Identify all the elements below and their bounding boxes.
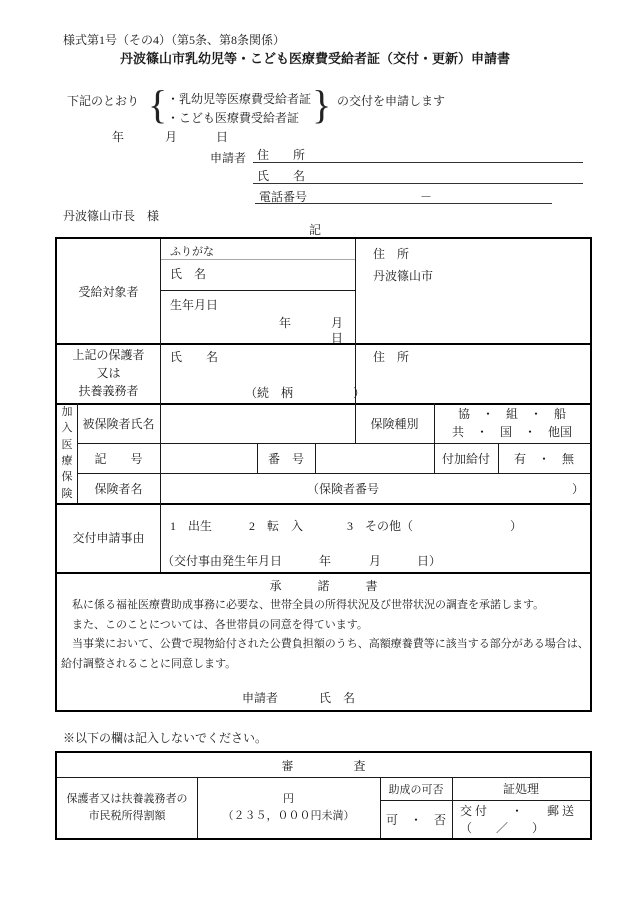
office-use-note: ※以下の欄は記入しないでください。 [63,731,268,745]
reason-date-day: 日） [417,554,442,568]
guardian-label-line3: 扶養義務者 [78,384,139,398]
applicant-name-label: 氏 名 [257,169,306,183]
cert-processing-blank: （ ／ ） [460,821,545,835]
consent-applicant-label: 申請者 [242,691,279,705]
phone-separator: － [420,190,433,204]
applicant-phone-label: 電話番号 [259,190,308,204]
open-brace: { [148,82,168,127]
birth-day-label: 日 [331,331,344,345]
name-birth-divider [160,290,355,291]
income-label-cell [57,777,197,838]
close-brace: } [312,82,332,127]
supplement-options: 有 ・ 無 [513,451,574,466]
guardian-relation-label: （続 柄 ） [245,386,366,400]
cert-processing-options-cell [460,803,590,837]
applicant-address-label: 住 所 [257,148,306,162]
income-label-line1: 保護者又は扶養義務者の [66,792,188,805]
income-label-line2: 市民税所得割額 [88,809,166,822]
reason-option-other-close: ） [510,519,523,533]
review-table [55,751,592,840]
birth-month-label: 月 [331,316,344,330]
insurance-type-options [434,403,590,443]
reason-option-birth: 1 出生 [170,519,213,533]
guardian-address-label: 住 所 [373,350,410,364]
subsidy-options: 可 ・ 否 [385,812,446,827]
applicant-name-field [253,166,583,184]
consent-line-3: 当事業において、公費で現物給付された公費負担額のうち、高額療養費等に該当する部分がある場合は、 [61,638,589,650]
review-title: 審 査 [281,758,366,773]
form-title: 丹波篠山市乳幼児等・こども医療費受給者証（交付・更新）申請書 [119,51,510,66]
consent-line-2: また、このことについては、各世帯員の同意を得ています。 [61,618,368,631]
guardian-name-label: 氏 名 [170,350,219,364]
birth-year-label: 年 [279,316,292,330]
consent-title: 承 諾 書 [269,579,378,593]
amount-note: （２３５，０００円未満） [222,809,355,822]
insurance-side-label-cell [57,403,77,503]
intro-prefix: 下記のとおり [67,94,140,108]
recipient-row-label: 受給対象者 [78,284,139,299]
insurance-type-options-line1: 協 ・ 組 ・ 船 [457,407,566,421]
applicant-label: 申請者 [210,151,247,165]
consent-name-label: 氏 名 [319,691,356,705]
subsidy-label: 助成の可否 [388,783,444,796]
recipient-name-label: 氏 名 [170,267,207,281]
label-column-divider [160,239,161,572]
insurer-name-label: 保険者名 [94,481,143,496]
reason-date-year: 年 [319,554,332,568]
guardian-label-line1: 上記の保護者 [72,348,145,362]
guardian-row-label [57,343,160,403]
date-day-label: 日 [216,130,229,144]
amount-cell [197,777,380,838]
insurance-number-label: 番 号 [267,451,304,466]
insurance-type-label: 保険種別 [370,416,419,431]
reason-date-label: （交付事由発生年月日 [162,554,283,568]
insurance-side-label: 加入医療保険 [61,406,73,500]
intro-option-infant: ・乳幼児等医療費受給者証 [167,92,312,106]
furigana-divider [160,259,355,260]
amount-unit: 円 [283,792,294,805]
record-mark: 記 [308,223,321,237]
consent-body [61,596,588,674]
insurance-symbol-label: 記 号 [94,451,143,466]
date-year-label: 年 [112,130,125,144]
insurance-type-options-line2: 共 ・ 国 ・ 他国 [451,425,572,439]
addressee-mayor: 丹波篠山市長 様 [63,209,160,223]
cert-processing-options: 交 付 ・ 郵 送 [460,804,575,818]
recipient-address-value: 丹波篠山市 [373,269,434,283]
reason-consent-divider [57,572,590,574]
main-table [55,237,592,712]
date-month-label: 月 [165,130,178,144]
birthdate-label: 生年月日 [170,298,219,312]
form-number: 様式第1号（その4）（第5条、第8条関係） [63,33,286,47]
reason-date-month: 月 [369,554,382,568]
insured-name-label: 被保険者氏名 [82,416,155,431]
reason-row-label: 交付申請事由 [72,531,145,545]
intro-suffix: の交付を申請します [337,94,446,108]
consent-line-1: 私に係る福祉医療費助成事務に必要な、世帯全員の所得状況及び世帯状況の調査を承諾します。 [61,599,545,611]
number-value-divider [315,443,316,473]
cert-processing-label: 証処理 [502,782,539,796]
furigana-label: ふりがな [170,246,214,258]
reason-option-movein: 2 転 入 [249,519,304,533]
reason-option-other: 3 その他（ [347,519,414,533]
consent-line-4: 給付調整されることに同意します。 [61,657,237,670]
applicant-address-field [253,145,583,163]
supplement-label: 付加給付 [441,451,490,466]
guardian-label-line2: 又は [96,366,121,380]
intro-option-child: ・こども医療費受給者証 [167,111,300,125]
applicant-phone-field [255,187,552,204]
recipient-address-label: 住 所 [373,247,410,261]
insurer-number-close: ） [572,482,585,496]
insurer-number-label: （保険者番号 [307,482,380,496]
